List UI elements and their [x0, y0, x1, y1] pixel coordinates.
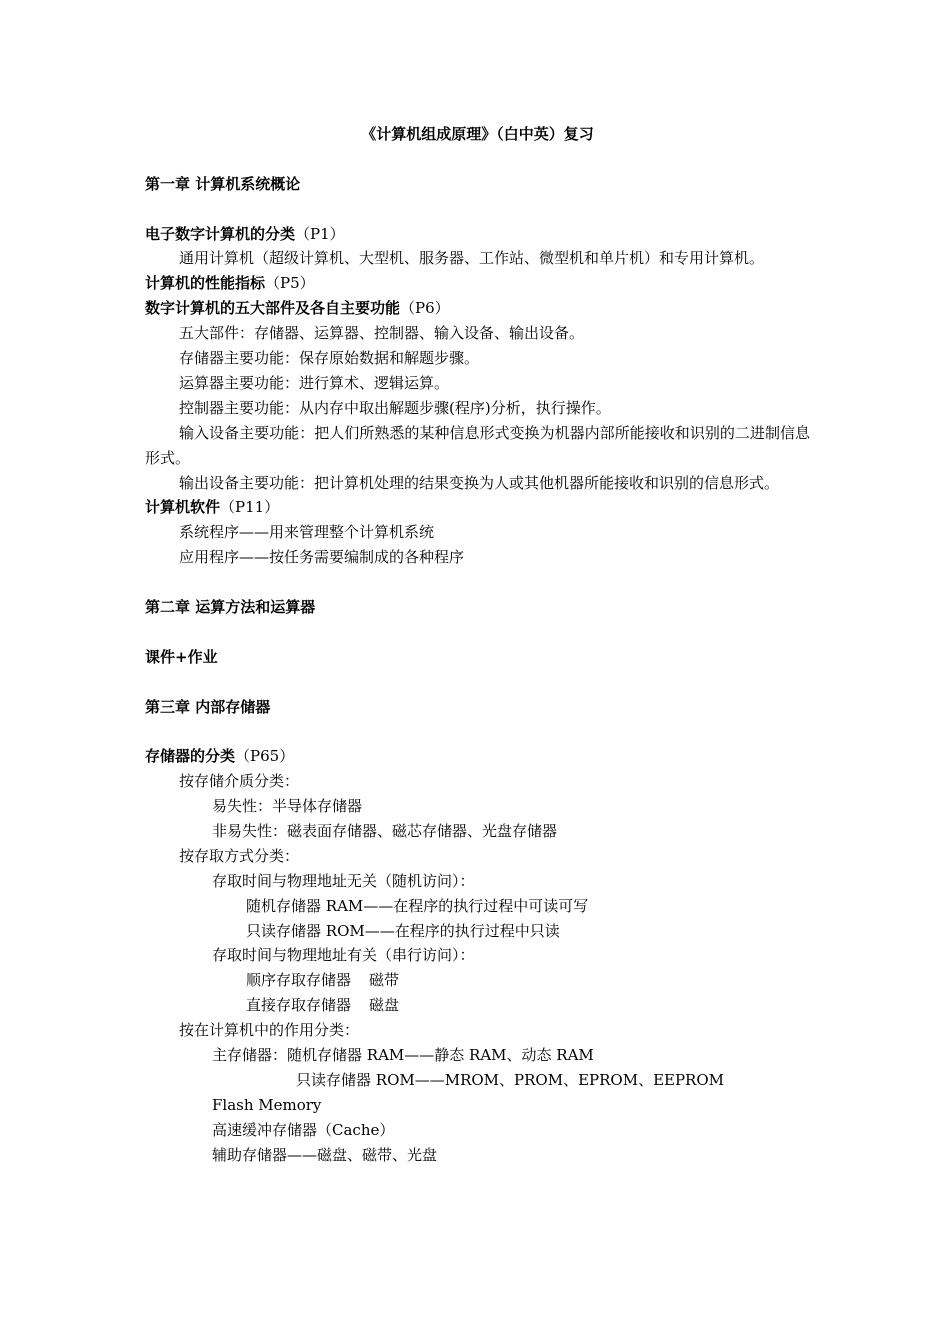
list-item: 易失性：半导体存储器 [212, 797, 363, 816]
list-item [145, 968, 810, 993]
section-five-components [145, 296, 810, 321]
section-memory-classification [145, 744, 810, 769]
list-item: 按在计算机中的作用分类： [179, 1021, 360, 1040]
page-ref: （P5） [265, 274, 315, 293]
page-ref: （P6） [400, 299, 450, 318]
classification-body: 通用计算机（超级计算机、大型机、服务器、工作站、微型机和单片机）和专用计算机。 [179, 249, 765, 268]
dam-name: 直接存取存储器 [246, 996, 352, 1015]
section-software [145, 495, 810, 520]
section-title: 计算机软件 [145, 498, 221, 517]
list-item: 非易失性：磁表面存储器、磁芯存储器、光盘存储器 [212, 822, 558, 840]
list-item: 存储器主要功能：保存原始数据和解题步骤。 [179, 349, 480, 368]
section-title: 电子数字计算机的分类 [145, 224, 296, 243]
chapter-3-heading: 第三章 内部存储器 [145, 697, 271, 716]
list-item: 应用程序——按任务需要编制成的各种程序 [179, 548, 465, 567]
list-item: 按存储介质分类： [179, 772, 300, 791]
page-ref: （P1） [295, 224, 345, 243]
chapter-2-note: 课件+作业 [145, 647, 218, 666]
list-item: 存取时间与物理地址无关（随机访问）： [212, 871, 475, 890]
list-item: 五大部件：存储器、运算器、控制器、输入设备、输出设备。 [179, 324, 585, 343]
list-item: 只读存储器 ROM——MROM、PROM、EPROM、EEPROM [296, 1070, 725, 1089]
list-item [145, 993, 810, 1018]
sam-example: 磁带 [369, 971, 400, 990]
document-page [145, 122, 810, 1167]
section-title: 计算机的性能指标 [145, 274, 266, 293]
list-item: 高速缓冲存储器（Cache） [212, 1120, 395, 1139]
list-item: 系统程序——用来管理整个计算机系统 [179, 523, 435, 542]
section-computer-classification [145, 222, 810, 247]
list-item: 随机存储器 RAM——在程序的执行过程中可读可写 [246, 896, 589, 915]
section-title: 存储器的分类 [145, 747, 236, 766]
chapter-1-heading: 第一章 计算机系统概论 [145, 174, 301, 193]
list-item: 只读存储器 ROM——在程序的执行过程中只读 [246, 921, 560, 940]
output-device-function: 输出设备主要功能：把计算机处理的结果变换为人或其他机器所能接收和识别的信息形式。 [179, 473, 780, 492]
list-item: 存取时间与物理地址有关（串行访问）： [212, 946, 475, 965]
section-performance [145, 271, 810, 296]
page-ref: （P65） [235, 747, 295, 766]
list-item: 控制器主要功能：从内存中取出解题步骤(程序)分析，执行操作。 [179, 398, 611, 417]
list-item: 辅助存储器——磁盘、磁带、光盘 [212, 1145, 438, 1164]
list-item: 按存取方式分类： [179, 846, 300, 865]
page-ref: （P11） [220, 498, 280, 517]
sam-name: 顺序存取存储器 [246, 971, 352, 990]
list-item: Flash Memory [212, 1095, 322, 1114]
list-item: 主存储器：随机存储器 RAM——静态 RAM、动态 RAM [212, 1046, 594, 1065]
chapter-2-heading: 第二章 运算方法和运算器 [145, 597, 316, 616]
document-title: 《计算机组成原理》（白中英）复习 [361, 125, 594, 143]
list-item: 运算器主要功能：进行算术、逻辑运算。 [179, 373, 450, 392]
section-title: 数字计算机的五大部件及各自主要功能 [145, 299, 401, 318]
input-device-function: 输入设备主要功能：把人们所熟悉的某种信息形式变换为机器内部所能接收和识别的二进制信息形式。 [145, 423, 810, 467]
dam-example: 磁盘 [369, 996, 400, 1015]
